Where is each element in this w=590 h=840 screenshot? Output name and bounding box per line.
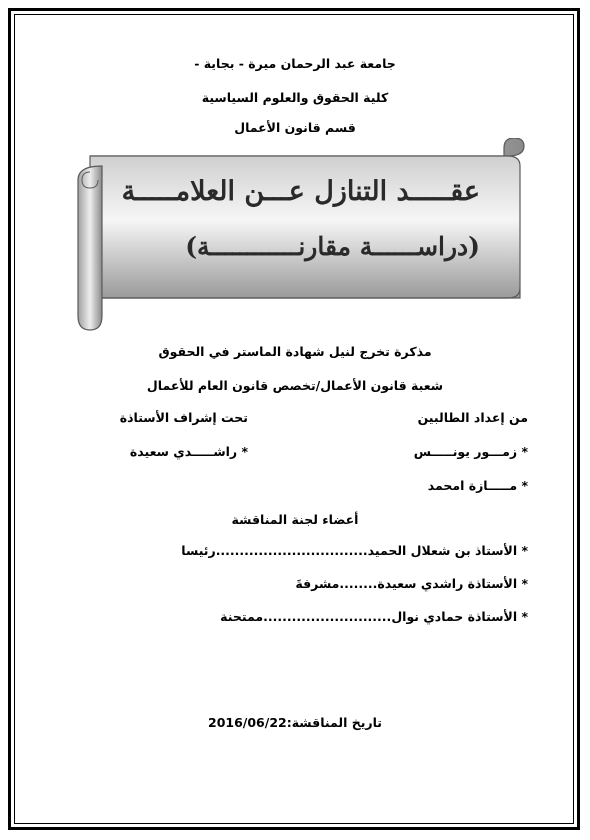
member-role: رئيسا xyxy=(181,543,216,558)
degree-statement: مذكرة تخرج لنيل شهادة الماستر في الحقوق xyxy=(158,344,432,359)
defense-date-value: 2016/06/22 xyxy=(208,715,287,730)
defense-date xyxy=(0,715,590,730)
member-dots: ................................ xyxy=(215,543,368,558)
committee-heading: أعضاء لجنة المناقشة xyxy=(231,512,359,527)
member-role: ممتحنة xyxy=(220,609,264,624)
prepared-by-label: من إعداد الطالبين xyxy=(417,410,528,425)
committee-member-1 xyxy=(60,543,528,558)
supervision-label: تحت إشراف الأستاذة xyxy=(119,410,248,425)
member-dots: ........ xyxy=(339,576,378,591)
specialty-statement: شعبة قانون الأعمال/تخصص قانون العام للأعمال xyxy=(146,378,444,393)
faculty-name: كلية الحقوق والعلوم السياسية xyxy=(201,90,389,105)
member-dots: ........................... xyxy=(263,609,392,624)
university-name: جامعة عبد الرحمان ميرة - بجاية - xyxy=(194,56,396,71)
member-name: * الأستاذة راشدي سعيدة xyxy=(377,576,528,591)
member-role: مشرفةَ xyxy=(295,576,340,591)
defense-date-label: تاريخ المناقشة: xyxy=(286,715,382,730)
department-name: قسم قانون الأعمال xyxy=(234,120,356,135)
student-2: * مـــــازة امحمد xyxy=(427,478,528,493)
thesis-title-line2: (دراســــــة مقارنــــــــــــة) xyxy=(185,232,480,261)
member-name: * الأستاذ بن شعلال الحميد xyxy=(367,543,528,558)
committee-member-3 xyxy=(220,609,528,624)
committee-member-2 xyxy=(295,576,528,591)
student-1: * زمـــور يونـــــس xyxy=(413,444,528,459)
member-name: * الأستاذة حمادي نوال xyxy=(391,609,528,624)
thesis-title-line1: عقـــــد التنازل عـــن العلامـــــة xyxy=(121,176,480,207)
supervisor-name: * راشـــــدي سعيدة xyxy=(129,444,248,459)
